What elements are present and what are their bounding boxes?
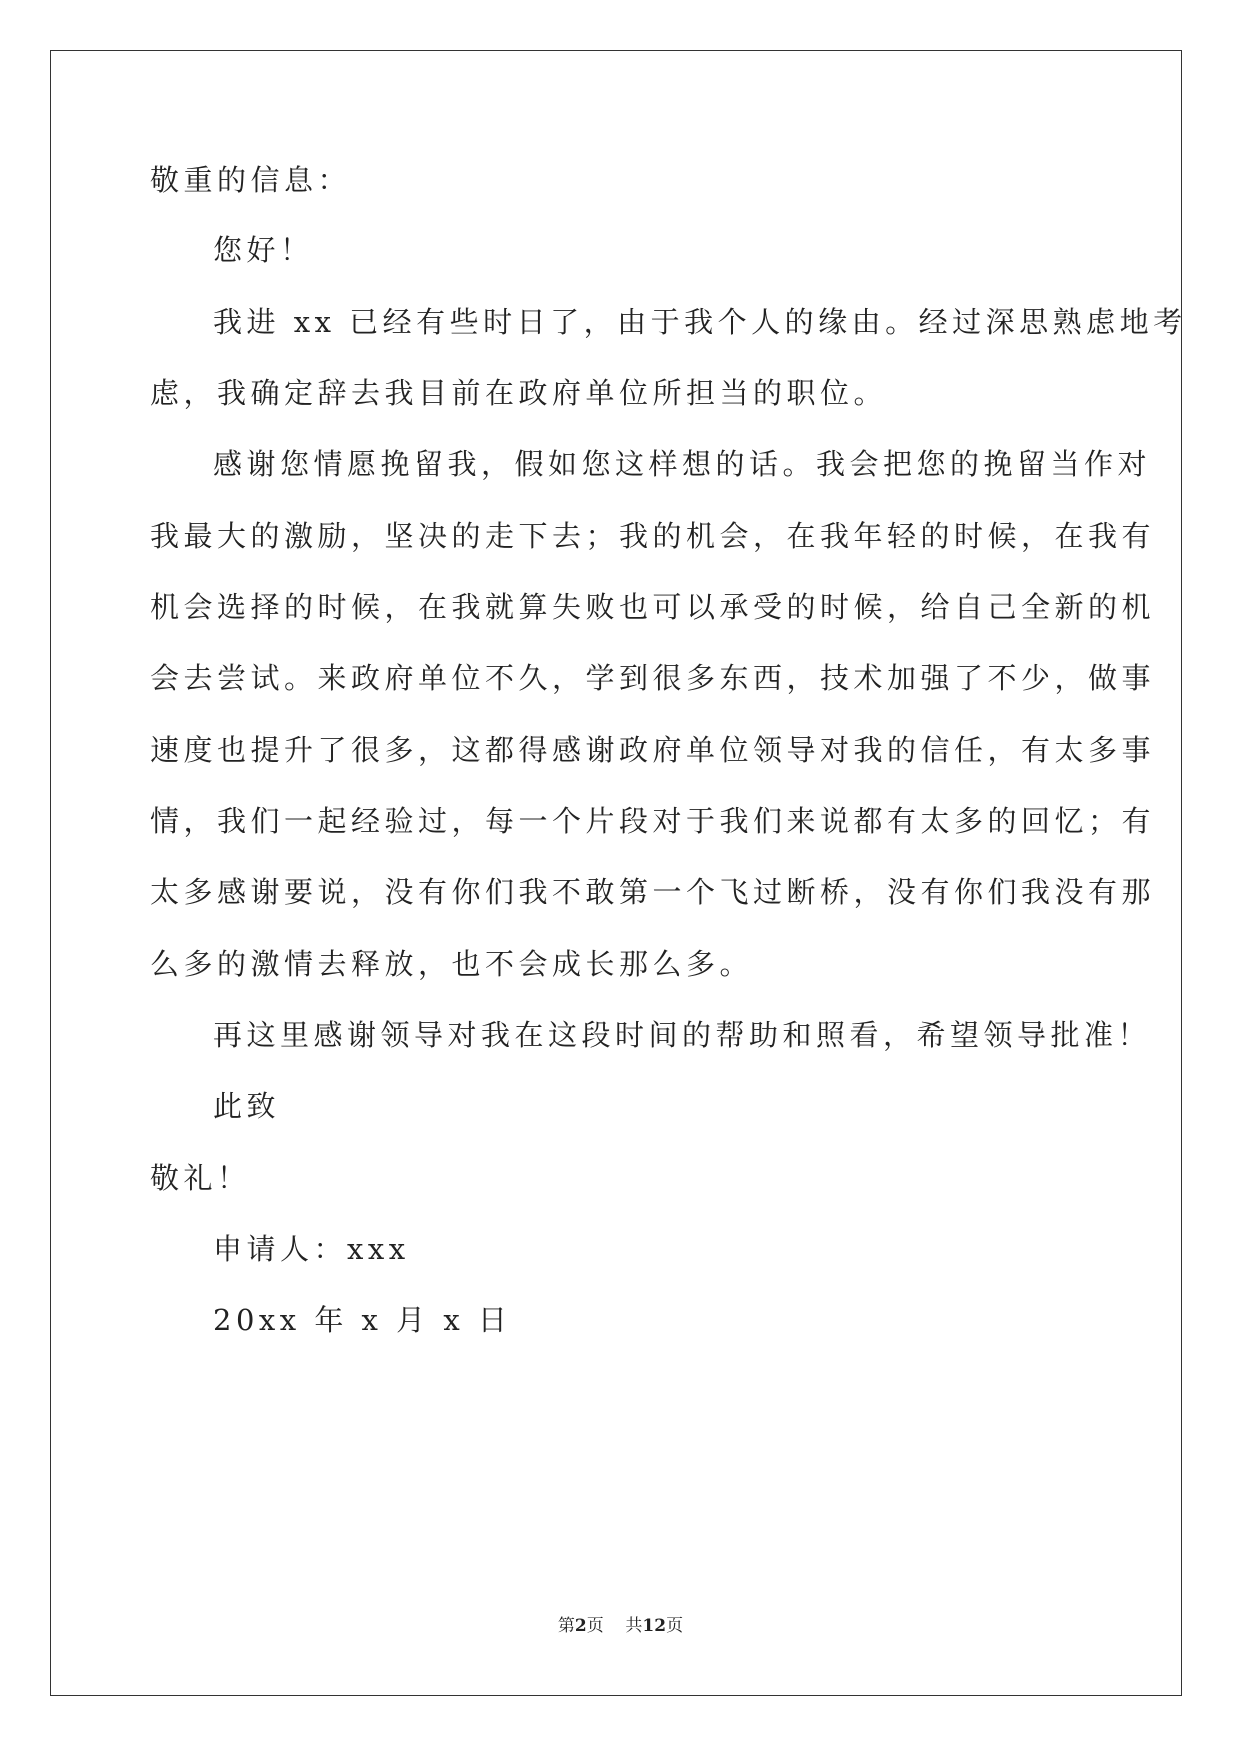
- paragraph-line: 感谢您情愿挽留我，假如您这样想的话。我会把您的挽留当作对: [213, 447, 1152, 481]
- paragraph-line: 机会选择的时候，在我就算失败也可以承受的时候，给自己全新的机: [150, 590, 1156, 624]
- date-line: 20xx 年 x 月 x 日: [213, 1303, 512, 1337]
- paragraph-line: 会去尝试。来政府单位不久，学到很多东西，技术加强了不少，做事: [150, 661, 1156, 695]
- page-suffix: 页: [586, 1616, 604, 1636]
- paragraph-line: 虑，我确定辞去我目前在政府单位所担当的职位。: [150, 376, 888, 410]
- paragraph-line: 太多感谢要说，没有你们我不敢第一个飞过断桥，没有你们我没有那: [150, 875, 1156, 909]
- page-number: 2: [574, 1616, 587, 1636]
- paragraph-line: 么多的激情去释放，也不会成长那么多。: [150, 947, 754, 981]
- paragraph-line: 我进 xx 已经有些时日了，由于我个人的缘由。经过深思熟虑地考: [213, 305, 1187, 339]
- page-prefix: 第: [557, 1616, 575, 1636]
- closing-line: 此致: [213, 1089, 281, 1123]
- paragraph-line: 速度也提升了很多，这都得感谢政府单位领导对我的信任，有太多事: [150, 733, 1156, 767]
- total-suffix: 页: [666, 1616, 684, 1636]
- total-pages: 12: [642, 1616, 667, 1636]
- applicant-line: 申请人：xxx: [213, 1232, 410, 1266]
- paragraph-line: 情，我们一起经验过，每一个片段对于我们来说都有太多的回忆；有: [150, 804, 1156, 838]
- paragraph-line: 再这里感谢领导对我在这段时间的帮助和照看，希望领导批准！: [213, 1018, 1152, 1052]
- paragraph-line: 我最大的激励，坚决的走下去；我的机会，在我年轻的时候，在我有: [150, 519, 1156, 553]
- salutation: 敬重的信息：: [150, 163, 352, 197]
- greeting: 您好！: [213, 233, 314, 267]
- page-footer: [0, 1611, 1241, 1636]
- closing-line: 敬礼！: [150, 1161, 251, 1195]
- total-prefix: 共: [625, 1616, 643, 1636]
